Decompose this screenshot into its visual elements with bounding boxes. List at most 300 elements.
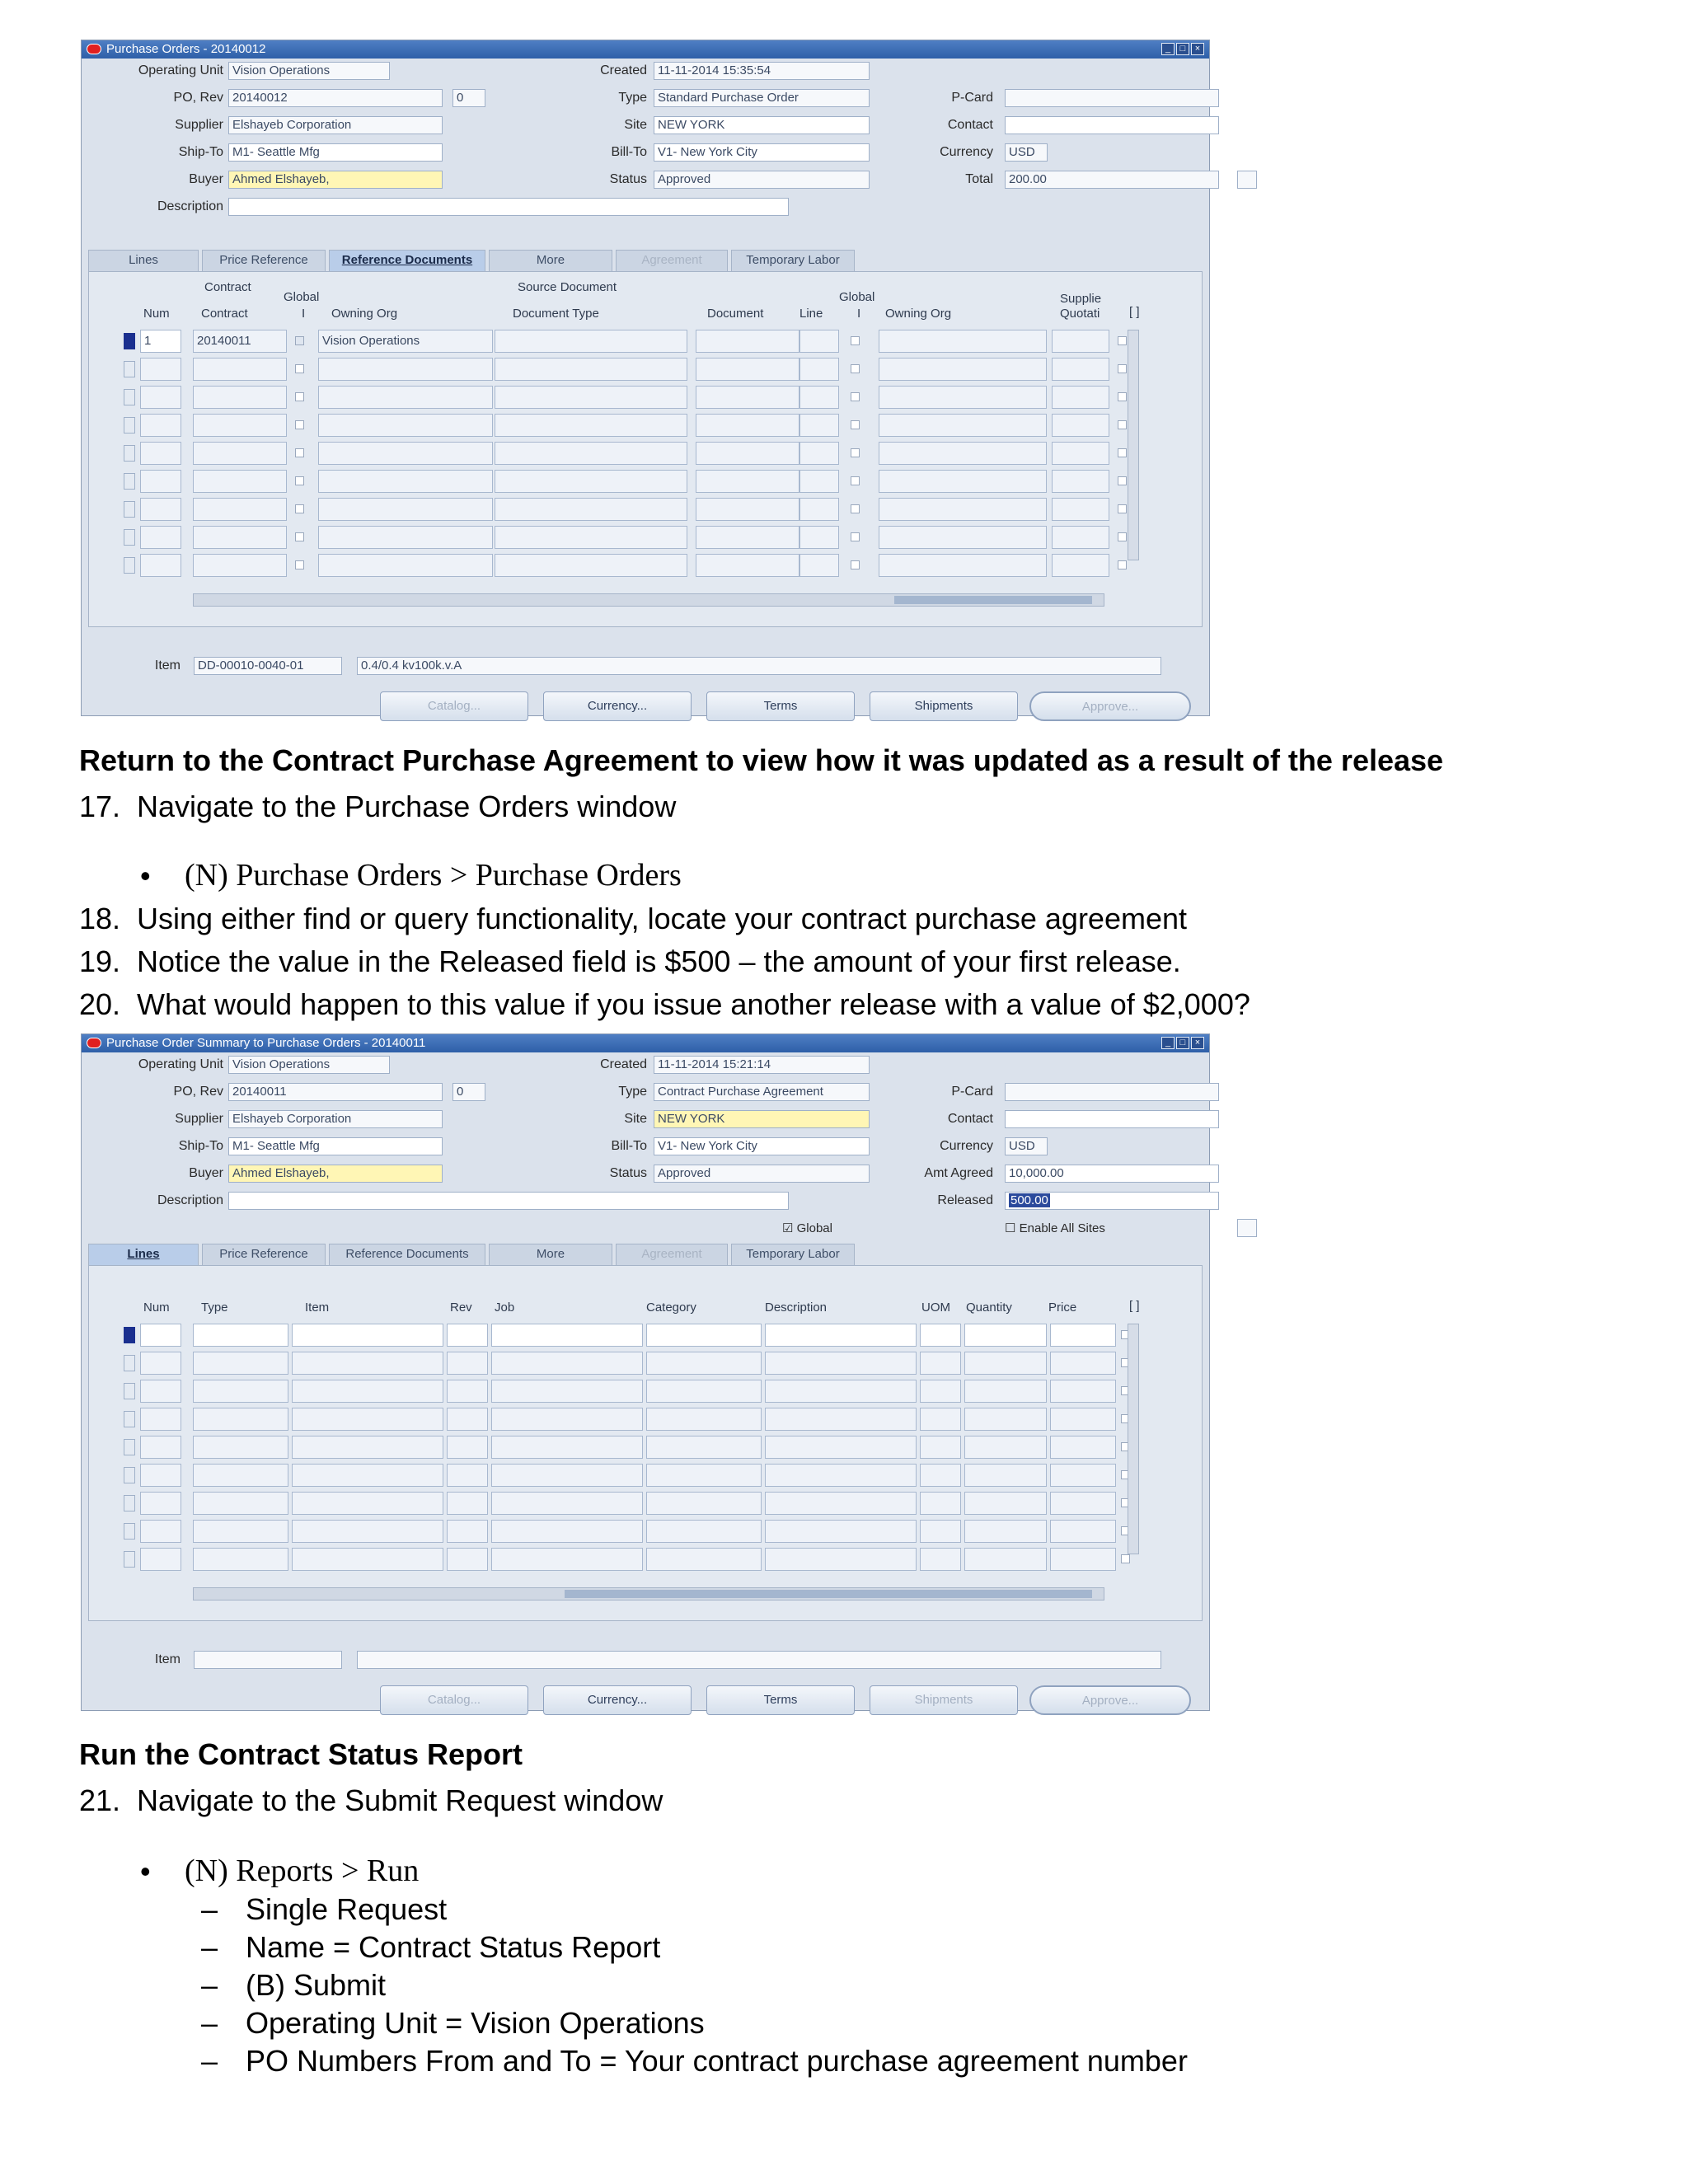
owning-org-2-cell[interactable] (879, 526, 1047, 549)
type-cell[interactable] (193, 1492, 288, 1515)
dash-icon: – (201, 1892, 218, 1926)
global-2-checkbox[interactable] (851, 336, 860, 345)
currency-field[interactable]: USD (1005, 1137, 1048, 1155)
record-indicator[interactable] (124, 1495, 135, 1511)
global-checkbox[interactable] (295, 560, 304, 569)
record-indicator[interactable] (124, 389, 135, 405)
document-cell[interactable] (696, 414, 799, 437)
attachment-icon[interactable] (1237, 1219, 1257, 1237)
record-indicator[interactable] (124, 1439, 135, 1455)
record-indicator[interactable] (124, 501, 135, 518)
rev-cell[interactable] (447, 1324, 488, 1347)
supplier-field[interactable]: Elshayeb Corporation (228, 1110, 443, 1128)
tab-price-reference[interactable]: Price Reference (202, 1244, 326, 1265)
row-check[interactable] (1118, 420, 1127, 429)
record-indicator[interactable] (124, 1355, 135, 1371)
rev-cell[interactable] (447, 1408, 488, 1431)
document-type-cell[interactable] (495, 470, 687, 493)
type-cell[interactable] (193, 1408, 288, 1431)
record-indicator[interactable] (124, 1327, 135, 1343)
owning-org-cell[interactable] (318, 358, 493, 381)
sub-step: Name = Contract Status Report (246, 1930, 661, 1964)
type-cell[interactable] (193, 1352, 288, 1375)
category-cell[interactable] (646, 1464, 762, 1487)
tab-temporary-labor[interactable]: Temporary Labor (731, 250, 855, 271)
pcard-field[interactable] (1005, 1083, 1219, 1101)
tab-reference-documents[interactable]: Reference Documents (329, 1244, 485, 1265)
category-cell[interactable] (646, 1408, 762, 1431)
job-cell[interactable] (491, 1380, 643, 1403)
revision-field[interactable]: 0 (452, 1083, 485, 1101)
contract-cell[interactable] (193, 414, 287, 437)
category-cell[interactable] (646, 1380, 762, 1403)
supplier-quotation-cell[interactable] (1052, 386, 1109, 409)
category-cell[interactable] (646, 1436, 762, 1459)
uom-cell[interactable] (920, 1324, 961, 1347)
description-cell[interactable] (765, 1408, 917, 1431)
item-field[interactable]: DD-00010-0040-01 (194, 657, 342, 675)
document-type-cell[interactable] (495, 498, 687, 521)
type-cell[interactable] (193, 1436, 288, 1459)
quantity-cell[interactable] (964, 1352, 1047, 1375)
ship-to-label: Ship-To (178, 145, 223, 159)
rev-cell[interactable] (447, 1548, 488, 1571)
vertical-scrollbar[interactable] (1128, 330, 1139, 560)
close-icon[interactable]: × (1191, 43, 1204, 55)
price-cell[interactable] (1050, 1408, 1116, 1431)
line-cell[interactable] (799, 358, 839, 381)
total-label: Total (965, 172, 993, 186)
description-cell[interactable] (765, 1380, 917, 1403)
document-type-cell[interactable] (495, 554, 687, 577)
revision-field[interactable]: 0 (452, 89, 485, 107)
currency-field[interactable]: USD (1005, 143, 1048, 162)
supplier-quotation-cell[interactable] (1052, 498, 1109, 521)
currency-button[interactable]: Currency... (543, 1685, 692, 1715)
record-indicator[interactable] (124, 417, 135, 434)
site-field[interactable]: NEW YORK (654, 1110, 870, 1128)
uom-cell[interactable] (920, 1380, 961, 1403)
document-cell[interactable] (696, 498, 799, 521)
bill-to-field[interactable]: V1- New York City (654, 143, 870, 162)
num-cell[interactable] (140, 358, 181, 381)
supplier-quotation-cell[interactable] (1052, 414, 1109, 437)
uom-cell[interactable] (920, 1492, 961, 1515)
owning-org-2-cell[interactable] (879, 386, 1047, 409)
dash-icon: – (201, 2006, 218, 2040)
global-2-checkbox[interactable] (851, 560, 860, 569)
item-cell[interactable] (292, 1380, 443, 1403)
num-cell[interactable] (140, 470, 181, 493)
global-checkbox[interactable] (295, 336, 304, 345)
maximize-icon[interactable]: □ (1176, 1037, 1189, 1049)
bill-to-label: Bill-To (611, 1139, 647, 1153)
approve-button[interactable]: Approve... (1029, 1685, 1191, 1715)
catalog-button[interactable]: Catalog... (380, 1685, 528, 1715)
rev-cell[interactable] (447, 1436, 488, 1459)
owning-org-2-cell[interactable] (879, 498, 1047, 521)
item-cell[interactable] (292, 1352, 443, 1375)
job-cell[interactable] (491, 1464, 643, 1487)
num-cell[interactable]: 1 (140, 330, 181, 353)
owning-org-2-cell[interactable] (879, 414, 1047, 437)
document-cell[interactable] (696, 526, 799, 549)
category-cell[interactable] (646, 1520, 762, 1543)
row-check[interactable] (1118, 560, 1127, 569)
supplier-quotation-cell[interactable] (1052, 442, 1109, 465)
step-number: 20. (79, 987, 121, 1021)
currency-button[interactable]: Currency... (543, 691, 692, 721)
terms-button[interactable]: Terms (706, 1685, 855, 1715)
line-cell[interactable] (799, 414, 839, 437)
tab-more[interactable]: More (489, 1244, 612, 1265)
minimize-icon[interactable]: _ (1161, 43, 1175, 55)
buyer-field[interactable]: Ahmed Elshayeb, (228, 171, 443, 189)
row-check[interactable] (1121, 1554, 1130, 1563)
owning-org-2-cell[interactable] (879, 442, 1047, 465)
released-field[interactable] (1005, 1192, 1219, 1210)
contract-cell[interactable] (193, 442, 287, 465)
tab-lines[interactable]: Lines (88, 1244, 199, 1265)
description-field[interactable] (228, 1192, 789, 1210)
record-indicator[interactable] (124, 1383, 135, 1399)
num-cell[interactable] (140, 1436, 181, 1459)
document-type-cell[interactable] (495, 526, 687, 549)
global-2-checkbox[interactable] (851, 392, 860, 401)
quantity-cell[interactable] (964, 1464, 1047, 1487)
document-type-cell[interactable] (495, 358, 687, 381)
price-cell[interactable] (1050, 1520, 1116, 1543)
document-type-cell[interactable] (495, 442, 687, 465)
row-check[interactable] (1118, 364, 1127, 373)
global-2-checkbox[interactable] (851, 532, 860, 541)
uom-cell[interactable] (920, 1352, 961, 1375)
record-indicator[interactable] (124, 1551, 135, 1568)
rev-cell[interactable] (447, 1464, 488, 1487)
tab-price-reference[interactable]: Price Reference (202, 250, 326, 271)
record-indicator[interactable] (124, 445, 135, 462)
tab-temporary-labor[interactable]: Temporary Labor (731, 1244, 855, 1265)
contract-cell[interactable] (193, 358, 287, 381)
uom-cell[interactable] (920, 1548, 961, 1571)
global-checkbox[interactable] (295, 532, 304, 541)
rev-cell[interactable] (447, 1352, 488, 1375)
description-cell[interactable] (765, 1324, 917, 1347)
amt-agreed-field[interactable]: 10,000.00 (1005, 1165, 1219, 1183)
quantity-cell[interactable] (964, 1492, 1047, 1515)
pcard-label: P-Card (951, 91, 993, 105)
global-2-checkbox[interactable] (851, 504, 860, 513)
document-type-cell[interactable] (495, 414, 687, 437)
type-cell[interactable] (193, 1464, 288, 1487)
description-cell[interactable] (765, 1548, 917, 1571)
num-cell[interactable] (140, 1324, 181, 1347)
record-indicator[interactable] (124, 1411, 135, 1427)
record-indicator[interactable] (124, 1467, 135, 1483)
num-cell[interactable] (140, 414, 181, 437)
type-cell[interactable] (193, 1324, 288, 1347)
pcard-field[interactable] (1005, 89, 1219, 107)
job-cell[interactable] (491, 1436, 643, 1459)
document-cell[interactable] (696, 442, 799, 465)
global-checkbox-label[interactable]: ☑ Global (782, 1221, 832, 1235)
price-cell[interactable] (1050, 1464, 1116, 1487)
line-cell[interactable] (799, 330, 839, 353)
global-2-checkbox[interactable] (851, 364, 860, 373)
quantity-cell[interactable] (964, 1408, 1047, 1431)
supplier-quotation-cell[interactable] (1052, 358, 1109, 381)
num-cell[interactable] (140, 1492, 181, 1515)
owning-org-2-cell[interactable] (879, 358, 1047, 381)
job-cell[interactable] (491, 1408, 643, 1431)
price-cell[interactable] (1050, 1380, 1116, 1403)
item-label: Item (154, 1652, 181, 1666)
num-cell[interactable] (140, 386, 181, 409)
category-cell[interactable] (646, 1352, 762, 1375)
minimize-icon[interactable]: _ (1161, 1037, 1175, 1049)
document-cell[interactable] (696, 470, 799, 493)
maximize-icon[interactable]: □ (1176, 43, 1189, 55)
description-cell[interactable] (765, 1436, 917, 1459)
scrollbar-thumb[interactable] (894, 596, 1092, 604)
document-cell[interactable] (696, 554, 799, 577)
num-cell[interactable] (140, 498, 181, 521)
job-cell[interactable] (491, 1492, 643, 1515)
vertical-scrollbar[interactable] (1128, 1324, 1139, 1554)
owning-org-cell[interactable] (318, 386, 493, 409)
bill-to-field[interactable]: V1- New York City (654, 1137, 870, 1155)
description-header: Description (765, 1301, 828, 1315)
record-indicator[interactable] (124, 473, 135, 490)
item-cell[interactable] (292, 1464, 443, 1487)
owning-org-cell[interactable] (318, 414, 493, 437)
item-cell[interactable] (292, 1408, 443, 1431)
item-field[interactable] (194, 1651, 342, 1669)
global-checkbox[interactable] (295, 392, 304, 401)
price-cell[interactable] (1050, 1548, 1116, 1571)
type-cell[interactable] (193, 1520, 288, 1543)
supplier-quotation-cell[interactable] (1052, 470, 1109, 493)
global-2-checkbox[interactable] (851, 420, 860, 429)
num-cell[interactable] (140, 442, 181, 465)
price-cell[interactable] (1050, 1492, 1116, 1515)
rev-cell[interactable] (447, 1380, 488, 1403)
item-description-field[interactable]: 0.4/0.4 kv100k.v.A (357, 657, 1161, 675)
quantity-cell[interactable] (964, 1520, 1047, 1543)
ship-to-field[interactable]: M1- Seattle Mfg (228, 1137, 443, 1155)
row-check[interactable] (1118, 336, 1127, 345)
contract-cell[interactable] (193, 386, 287, 409)
quantity-cell[interactable] (964, 1548, 1047, 1571)
owning-org-2-cell[interactable] (879, 470, 1047, 493)
created-field[interactable]: 11-11-2014 15:35:54 (654, 62, 870, 80)
num-cell[interactable] (140, 554, 181, 577)
price-header: Price (1048, 1301, 1077, 1315)
line-cell[interactable] (799, 554, 839, 577)
num-cell[interactable] (140, 1464, 181, 1487)
price-cell[interactable] (1050, 1436, 1116, 1459)
line-cell[interactable] (799, 442, 839, 465)
shipments-button[interactable]: Shipments (870, 1685, 1018, 1715)
price-cell[interactable] (1050, 1352, 1116, 1375)
row-check[interactable] (1118, 532, 1127, 541)
item-cell[interactable] (292, 1492, 443, 1515)
total-field[interactable]: 200.00 (1005, 171, 1219, 189)
contract-cell[interactable] (193, 470, 287, 493)
po-number-field[interactable]: 20140012 (228, 89, 443, 107)
rev-cell[interactable] (447, 1492, 488, 1515)
owning-org-cell[interactable]: Vision Operations (318, 330, 493, 353)
global-checkbox[interactable] (295, 448, 304, 457)
num-cell[interactable] (140, 1548, 181, 1571)
operating-unit-field[interactable]: Vision Operations (228, 62, 390, 80)
approve-button[interactable]: Approve... (1029, 691, 1191, 721)
attachment-icon[interactable] (1237, 171, 1257, 189)
num-cell[interactable] (140, 1408, 181, 1431)
owning-org-cell[interactable] (318, 554, 493, 577)
folder-icon[interactable]: [ ] (1129, 1299, 1140, 1313)
contract-cell[interactable] (193, 498, 287, 521)
operating-unit-label: Operating Unit (138, 63, 223, 77)
item-cell[interactable] (292, 1520, 443, 1543)
owning-org-cell[interactable] (318, 498, 493, 521)
buyer-field[interactable]: Ahmed Elshayeb, (228, 1165, 443, 1183)
supplier-field[interactable]: Elshayeb Corporation (228, 116, 443, 134)
description-field[interactable] (228, 198, 789, 216)
description-cell[interactable] (765, 1464, 917, 1487)
current-record-indicator[interactable] (124, 333, 135, 349)
global-2-checkbox[interactable] (851, 448, 860, 457)
document-type-cell[interactable] (495, 330, 687, 353)
tab-reference-documents[interactable]: Reference Documents (329, 250, 485, 271)
owning-org-2-header: Owning Org (885, 307, 952, 321)
quantity-cell[interactable] (964, 1324, 1047, 1347)
document-cell[interactable] (696, 386, 799, 409)
type-field[interactable]: Contract Purchase Agreement (654, 1083, 870, 1101)
owning-org-cell[interactable] (318, 526, 493, 549)
created-field[interactable]: 11-11-2014 15:21:14 (654, 1056, 870, 1074)
job-cell[interactable] (491, 1352, 643, 1375)
num-cell[interactable] (140, 1380, 181, 1403)
rev-header: Rev (450, 1301, 472, 1315)
document-cell[interactable] (696, 330, 799, 353)
record-indicator[interactable] (124, 361, 135, 377)
row-check[interactable] (1118, 476, 1127, 485)
quantity-cell[interactable] (964, 1436, 1047, 1459)
site-field[interactable]: NEW YORK (654, 116, 870, 134)
contract-cell[interactable] (193, 526, 287, 549)
record-indicator[interactable] (124, 1523, 135, 1540)
global-checkbox[interactable] (295, 476, 304, 485)
line-header: Line (799, 307, 823, 321)
status-field[interactable]: Approved (654, 171, 870, 189)
description-cell[interactable] (765, 1520, 917, 1543)
job-cell[interactable] (491, 1324, 643, 1347)
contact-field[interactable] (1005, 1110, 1219, 1128)
scrollbar-thumb[interactable] (565, 1590, 1092, 1598)
item-description-field[interactable] (357, 1651, 1161, 1669)
uom-cell[interactable] (920, 1464, 961, 1487)
global-checkbox[interactable] (295, 504, 304, 513)
contact-field[interactable] (1005, 116, 1219, 134)
document-type-cell[interactable] (495, 386, 687, 409)
line-cell[interactable] (799, 386, 839, 409)
record-indicator[interactable] (124, 529, 135, 546)
tab-more[interactable]: More (489, 250, 612, 271)
horizontal-scrollbar[interactable] (193, 1587, 1104, 1601)
type-cell[interactable] (193, 1548, 288, 1571)
close-icon[interactable]: × (1191, 1037, 1204, 1049)
global-2-checkbox[interactable] (851, 476, 860, 485)
line-cell[interactable] (799, 470, 839, 493)
catalog-button[interactable]: Catalog... (380, 691, 528, 721)
num-cell[interactable] (140, 1520, 181, 1543)
job-cell[interactable] (491, 1548, 643, 1571)
row-check[interactable] (1118, 504, 1127, 513)
supplier-quotation-cell[interactable] (1052, 554, 1109, 577)
contract-cell[interactable]: 20140011 (193, 330, 287, 353)
record-indicator[interactable] (124, 557, 135, 574)
item-cell[interactable] (292, 1548, 443, 1571)
num-cell[interactable] (140, 1352, 181, 1375)
operating-unit-field[interactable]: Vision Operations (228, 1056, 390, 1074)
line-cell[interactable] (799, 526, 839, 549)
type-cell[interactable] (193, 1380, 288, 1403)
description-cell[interactable] (765, 1352, 917, 1375)
item-cell[interactable] (292, 1436, 443, 1459)
owning-org-cell[interactable] (318, 470, 493, 493)
quantity-cell[interactable] (964, 1380, 1047, 1403)
category-cell[interactable] (646, 1324, 762, 1347)
owning-org-cell[interactable] (318, 442, 493, 465)
status-field[interactable]: Approved (654, 1165, 870, 1183)
row-check[interactable] (1118, 448, 1127, 457)
shipments-button[interactable]: Shipments (870, 691, 1018, 721)
terms-button[interactable]: Terms (706, 691, 855, 721)
po-number-field[interactable]: 20140011 (228, 1083, 443, 1101)
num-cell[interactable] (140, 526, 181, 549)
price-cell[interactable] (1050, 1324, 1116, 1347)
category-cell[interactable] (646, 1548, 762, 1571)
ship-to-field[interactable]: M1- Seattle Mfg (228, 143, 443, 162)
type-field[interactable]: Standard Purchase Order (654, 89, 870, 107)
owning-org-2-cell[interactable] (879, 554, 1047, 577)
enable-all-sites-checkbox[interactable]: ☐ Enable All Sites (1005, 1221, 1105, 1235)
description-cell[interactable] (765, 1492, 917, 1515)
contract-cell[interactable] (193, 554, 287, 577)
folder-icon[interactable]: [ ] (1129, 305, 1140, 319)
item-cell[interactable] (292, 1324, 443, 1347)
global-checkbox[interactable] (295, 420, 304, 429)
tab-lines[interactable]: Lines (88, 250, 199, 271)
uom-cell[interactable] (920, 1408, 961, 1431)
row-check[interactable] (1118, 392, 1127, 401)
category-cell[interactable] (646, 1492, 762, 1515)
line-cell[interactable] (799, 498, 839, 521)
supplier-quotation-cell[interactable] (1052, 526, 1109, 549)
type-header: Type (201, 1301, 228, 1315)
job-cell[interactable] (491, 1520, 643, 1543)
dash-icon: – (201, 1930, 218, 1964)
global-checkbox[interactable] (295, 364, 304, 373)
uom-cell[interactable] (920, 1436, 961, 1459)
rev-cell[interactable] (447, 1520, 488, 1543)
uom-cell[interactable] (920, 1520, 961, 1543)
document-cell[interactable] (696, 358, 799, 381)
supplier-quotation-cell[interactable] (1052, 330, 1109, 353)
horizontal-scrollbar[interactable] (193, 593, 1104, 607)
owning-org-2-cell[interactable] (879, 330, 1047, 353)
